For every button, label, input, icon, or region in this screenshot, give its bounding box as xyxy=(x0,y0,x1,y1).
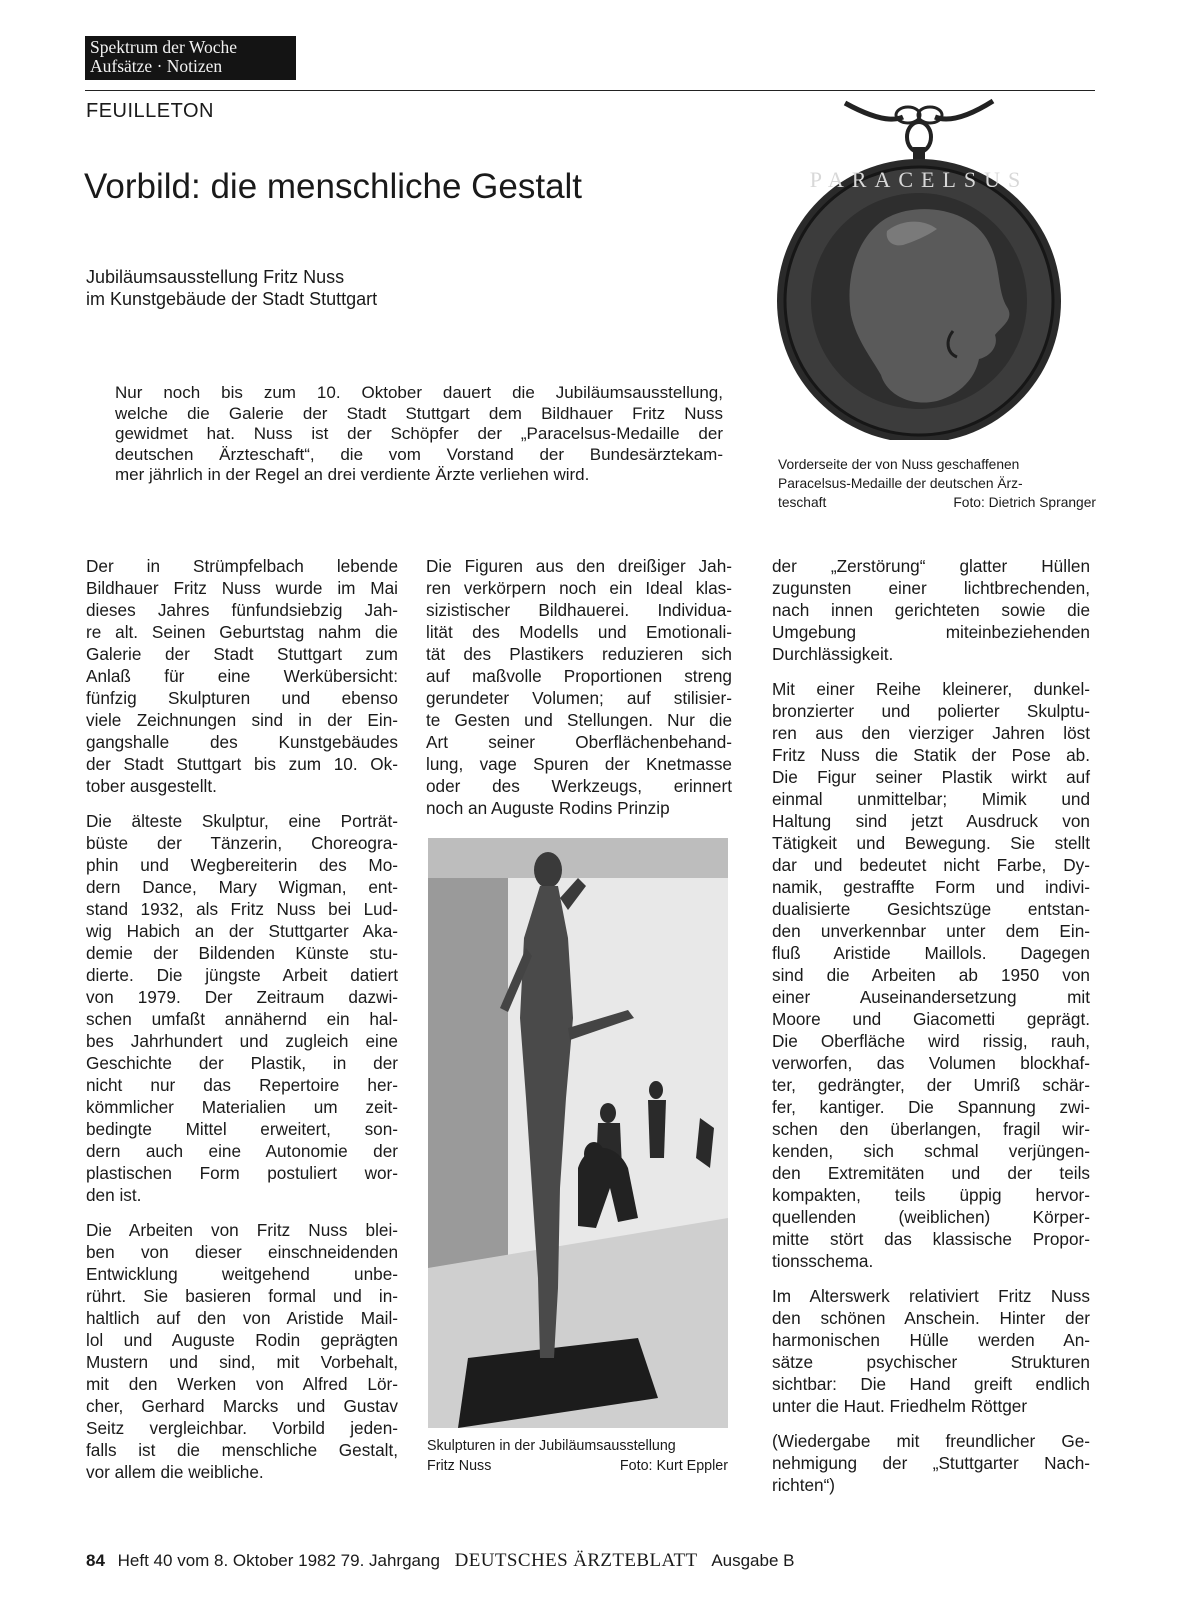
text-line: gangshalle des Kunstgebäudes xyxy=(86,732,398,752)
text-line: dern auch eine Autonomie der xyxy=(86,1141,398,1161)
text-line: der „Zerstörung“ glatter Hüllen xyxy=(772,556,1090,576)
text-line: fer, kantiger. Die Spannung zwi- xyxy=(772,1097,1090,1117)
text-line: bedingte Mittel erweitert, son- xyxy=(86,1119,398,1139)
text-line: Tätigkeit und Bewegung. Sie stellt xyxy=(772,833,1090,853)
medal-photo-credit: Foto: Dietrich Spranger xyxy=(953,495,1096,510)
text-line: vor allem die weibliche. xyxy=(86,1462,264,1482)
text-line: tionsschema. xyxy=(772,1251,874,1271)
text-line: Umgebung miteinbeziehenden xyxy=(772,622,1090,642)
text-line: ben von dieser einschneidenden xyxy=(86,1242,398,1262)
text-line: Haltung sind jetzt Ausdruck von xyxy=(772,811,1090,831)
text-line: ren aus den vierziger Jahren löst xyxy=(772,723,1090,743)
paragraph xyxy=(772,555,1090,665)
text-line: den ist. xyxy=(86,1185,142,1205)
text-line: mit den Werken von Alfred Lör- xyxy=(86,1374,398,1394)
issue-info: Heft 40 vom 8. Oktober 1982 79. Jahrgang xyxy=(117,1551,440,1570)
text-line: Im Alterswerk relativiert Fritz Nuss xyxy=(772,1286,1090,1306)
text-line: Die Oberfläche wird rissig, rauh, xyxy=(772,1031,1090,1051)
paragraph xyxy=(86,555,398,797)
text-line: demie der Bildenden Künste stu- xyxy=(86,943,398,963)
intro-line: Nur noch bis zum 10. Oktober dauert die Jubiläumsausstellung, xyxy=(115,383,723,402)
text-line: dualisierte Gesichtszüge entstan- xyxy=(772,899,1090,919)
text-line: oder des Werkzeugs, erinnert xyxy=(426,776,732,796)
text-line: Durchlässigkeit. xyxy=(772,644,894,664)
text-line: nehmigung der „Stuttgarter Nach- xyxy=(772,1453,1090,1473)
text-line: kenden, sich schmal verjüngen- xyxy=(772,1141,1090,1161)
text-line: ren verkörpern noch ein Ideal klas- xyxy=(426,578,732,598)
page-footer xyxy=(86,1550,795,1572)
text-line: fluß Aristide Maillols. Dagegen xyxy=(772,943,1090,963)
text-line: büste der Tänzerin, Choreogra- xyxy=(86,833,398,853)
text-line: den Extremitäten und der teils xyxy=(772,1163,1090,1183)
text-line: auf maßvolle Proportionen streng xyxy=(426,666,732,686)
text-line: fünfzig Skulpturen und ebenso xyxy=(86,688,398,708)
sculpture-photo xyxy=(428,838,728,1428)
intro-text xyxy=(115,383,723,486)
article-column-3 xyxy=(772,555,1090,1509)
text-line: dern Dance, Mary Wigman, ent- xyxy=(86,877,398,897)
text-line: dieses Jahres fünfundsiebzig Jah- xyxy=(86,600,398,620)
text-line: zugunsten einer lichtbrechenden, xyxy=(772,578,1090,598)
text-line: Die Figur seiner Plastik wirkt auf xyxy=(772,767,1090,787)
medal-caption-line: teschaft xyxy=(778,495,827,510)
text-line: Moore und Giacometti geprägt. xyxy=(772,1009,1090,1029)
text-line: lität des Modells und Emotionali- xyxy=(426,622,732,642)
journal-masthead: DEUTSCHES ÄRZTEBLATT xyxy=(454,1550,698,1571)
text-line: quellenden (weiblichen) Körper- xyxy=(772,1207,1090,1227)
text-line: Art seiner Oberflächenbehand- xyxy=(426,732,732,752)
subtitle-line: Jubiläumsausstellung Fritz Nuss xyxy=(86,267,345,287)
text-line: verworfen, das Volumen blockhaf- xyxy=(772,1053,1090,1073)
text-line: richten“) xyxy=(772,1475,836,1495)
text-line: bronzierter und polierter Skulptu- xyxy=(772,701,1090,721)
paragraph xyxy=(772,678,1090,1272)
text-line: gerundeter Volumen; auf stilisier- xyxy=(426,688,732,708)
text-line: tät des Plastikers reduzieren sich xyxy=(426,644,732,664)
text-line: sichtbar: Die Hand greift endlich xyxy=(772,1374,1090,1394)
text-line: tober ausgestellt. xyxy=(86,776,217,796)
text-line: te Gesten und Stellungen. Nur die xyxy=(426,710,732,730)
text-line: re alt. Seinen Geburtstag nahm die xyxy=(86,622,398,642)
text-line: Mit einer Reihe kleinerer, dunkel- xyxy=(772,679,1090,699)
text-line: Mustern und sind, mit Vorbehalt, xyxy=(86,1352,398,1372)
text-line: schen umfaßt annähernd ein hal- xyxy=(86,1009,398,1029)
section-header-box xyxy=(85,36,296,80)
paragraph xyxy=(86,1219,398,1483)
text-line: viele Zeichnungen sind in der Ein- xyxy=(86,710,398,730)
text-line: namik, gestraffte Form und indivi- xyxy=(772,877,1090,897)
photo-caption-line: Fritz Nuss xyxy=(427,1458,492,1474)
article-column-2 xyxy=(426,555,732,832)
edition-label: Ausgabe B xyxy=(711,1551,795,1570)
text-line: wig Habich an der Stuttgarter Aka- xyxy=(86,921,398,941)
text-line: von 1979. Der Zeitraum dazwi- xyxy=(86,987,398,1007)
text-line: falls ist die menschliche Gestalt, xyxy=(86,1440,398,1460)
text-line: plastischen Form postuliert wor- xyxy=(86,1163,398,1183)
text-line: den unverkennbar unter dem Ein- xyxy=(772,921,1090,941)
text-line: Die Figuren aus den dreißiger Jah- xyxy=(426,556,732,576)
text-line: nach innen gerichteten sowie die xyxy=(772,600,1090,620)
subtitle xyxy=(86,266,377,310)
header-line-2: Aufsätze · Notizen xyxy=(90,56,223,76)
paragraph xyxy=(86,810,398,1206)
text-line: Fritz Nuss die Statik der Pose ab. xyxy=(772,745,1090,765)
paracelsus-medal-image xyxy=(775,95,1063,440)
page-number: 84 xyxy=(86,1551,105,1570)
text-line: dar und bedeutet nicht Farbe, Dy- xyxy=(772,855,1090,875)
top-rule xyxy=(85,90,1095,91)
photo-caption xyxy=(427,1436,728,1476)
text-line: Seitz vergleichbar. Vorbild jeden- xyxy=(86,1418,398,1438)
subtitle-line: im Kunstgebäude der Stadt Stuttgart xyxy=(86,289,378,309)
text-line: unter die Haut. Friedhelm Röttger xyxy=(772,1396,1028,1416)
medal-caption xyxy=(778,455,1096,512)
text-line: sind die Arbeiten ab 1950 von xyxy=(772,965,1090,985)
intro-line: gewidmet hat. Nuss ist der Schöpfer der „Paracelsus-Medaille der xyxy=(115,424,723,443)
text-line: Der in Strümpfelbach lebende xyxy=(86,556,398,576)
text-line: Bildhauer Fritz Nuss wurde im Mai xyxy=(86,578,398,598)
text-line: schen den überlangen, fragil wir- xyxy=(772,1119,1090,1139)
text-line: lung, vage Spuren der Knetmasse xyxy=(426,754,732,774)
text-line: der Stadt Stuttgart bis zum 10. Ok- xyxy=(86,754,398,774)
text-line: Entwicklung weitgehend unbe- xyxy=(86,1264,398,1284)
text-line: einer Auseinandersetzung mit xyxy=(772,987,1090,1007)
section-label: FEUILLETON xyxy=(86,100,214,122)
text-line: haltlich auf den von Aristide Mail- xyxy=(86,1308,398,1328)
medal-inscription: PARACELSUS xyxy=(809,167,1029,192)
text-line: stand 1932, als Fritz Nuss bei Lud- xyxy=(86,899,398,919)
paragraph xyxy=(426,555,732,819)
intro-line: deutschen Ärzteschaft“, die vom Vorstand der Bundesärztekam- xyxy=(115,444,723,464)
text-line: Galerie der Stadt Stuttgart zum xyxy=(86,644,398,664)
text-line: den schönen Anschein. Hinter der xyxy=(772,1308,1090,1328)
paragraph xyxy=(772,1285,1090,1417)
text-line: noch an Auguste Rodins Prinzip xyxy=(426,798,670,818)
text-line: Anlaß für eine Werkübersicht: xyxy=(86,666,398,686)
medal-caption-line: Vorderseite der von Nuss geschaffenen xyxy=(778,457,1020,472)
article-column-1 xyxy=(86,555,398,1496)
text-line: lol und Auguste Rodin geprägten xyxy=(86,1330,398,1350)
text-line: harmonischen Hülle werden An- xyxy=(772,1330,1090,1350)
headline: Vorbild: die menschliche Gestalt xyxy=(84,167,583,206)
text-line: mitte stört das klassische Propor- xyxy=(772,1229,1090,1249)
text-line: Die älteste Skulptur, eine Porträt- xyxy=(86,811,398,831)
text-line: dierte. Die jüngste Arbeit datiert xyxy=(86,965,398,985)
text-line: Geschichte der Plastik, in der xyxy=(86,1053,398,1073)
text-line: phin und Wegbereiterin des Mo- xyxy=(86,855,398,875)
photo-credit: Foto: Kurt Eppler xyxy=(619,1458,728,1474)
text-line: nicht nur das Repertoire her- xyxy=(86,1075,398,1095)
paragraph xyxy=(772,1430,1090,1496)
intro-line: welche die Galerie der Stadt Stuttgart dem Bildhauer Fritz Nuss xyxy=(115,403,723,423)
intro-line: mer jährlich in der Regel an drei verdiente Ärzte verliehen wird. xyxy=(115,465,590,484)
text-line: kompakten, teils üppig hervor- xyxy=(772,1185,1090,1205)
text-line: Die Arbeiten von Fritz Nuss blei- xyxy=(86,1220,398,1240)
text-line: bes Jahrhundert und zugleich eine xyxy=(86,1031,398,1051)
text-line: einmal unmittelbar; Mimik und xyxy=(772,789,1090,809)
text-line: ter, gedrängter, der Umriß schär- xyxy=(772,1075,1090,1095)
text-line: cher, Gerhard Marcks und Gustav xyxy=(86,1396,398,1416)
text-line: sätze psychischer Strukturen xyxy=(772,1352,1090,1372)
medal-caption-line: Paracelsus-Medaille der deutschen Ärz- xyxy=(778,476,1023,491)
header-line-1: Spektrum der Woche xyxy=(90,37,237,57)
text-line: sizistischer Bildhauerei. Individua- xyxy=(426,600,732,620)
text-line: (Wiedergabe mit freundlicher Ge- xyxy=(772,1431,1090,1451)
text-line: kömmlicher Materialien um zeit- xyxy=(86,1097,398,1117)
text-line: rührt. Sie basieren formal und in- xyxy=(86,1286,398,1306)
photo-caption-line: Skulpturen in der Jubiläumsausstellung xyxy=(427,1438,676,1454)
